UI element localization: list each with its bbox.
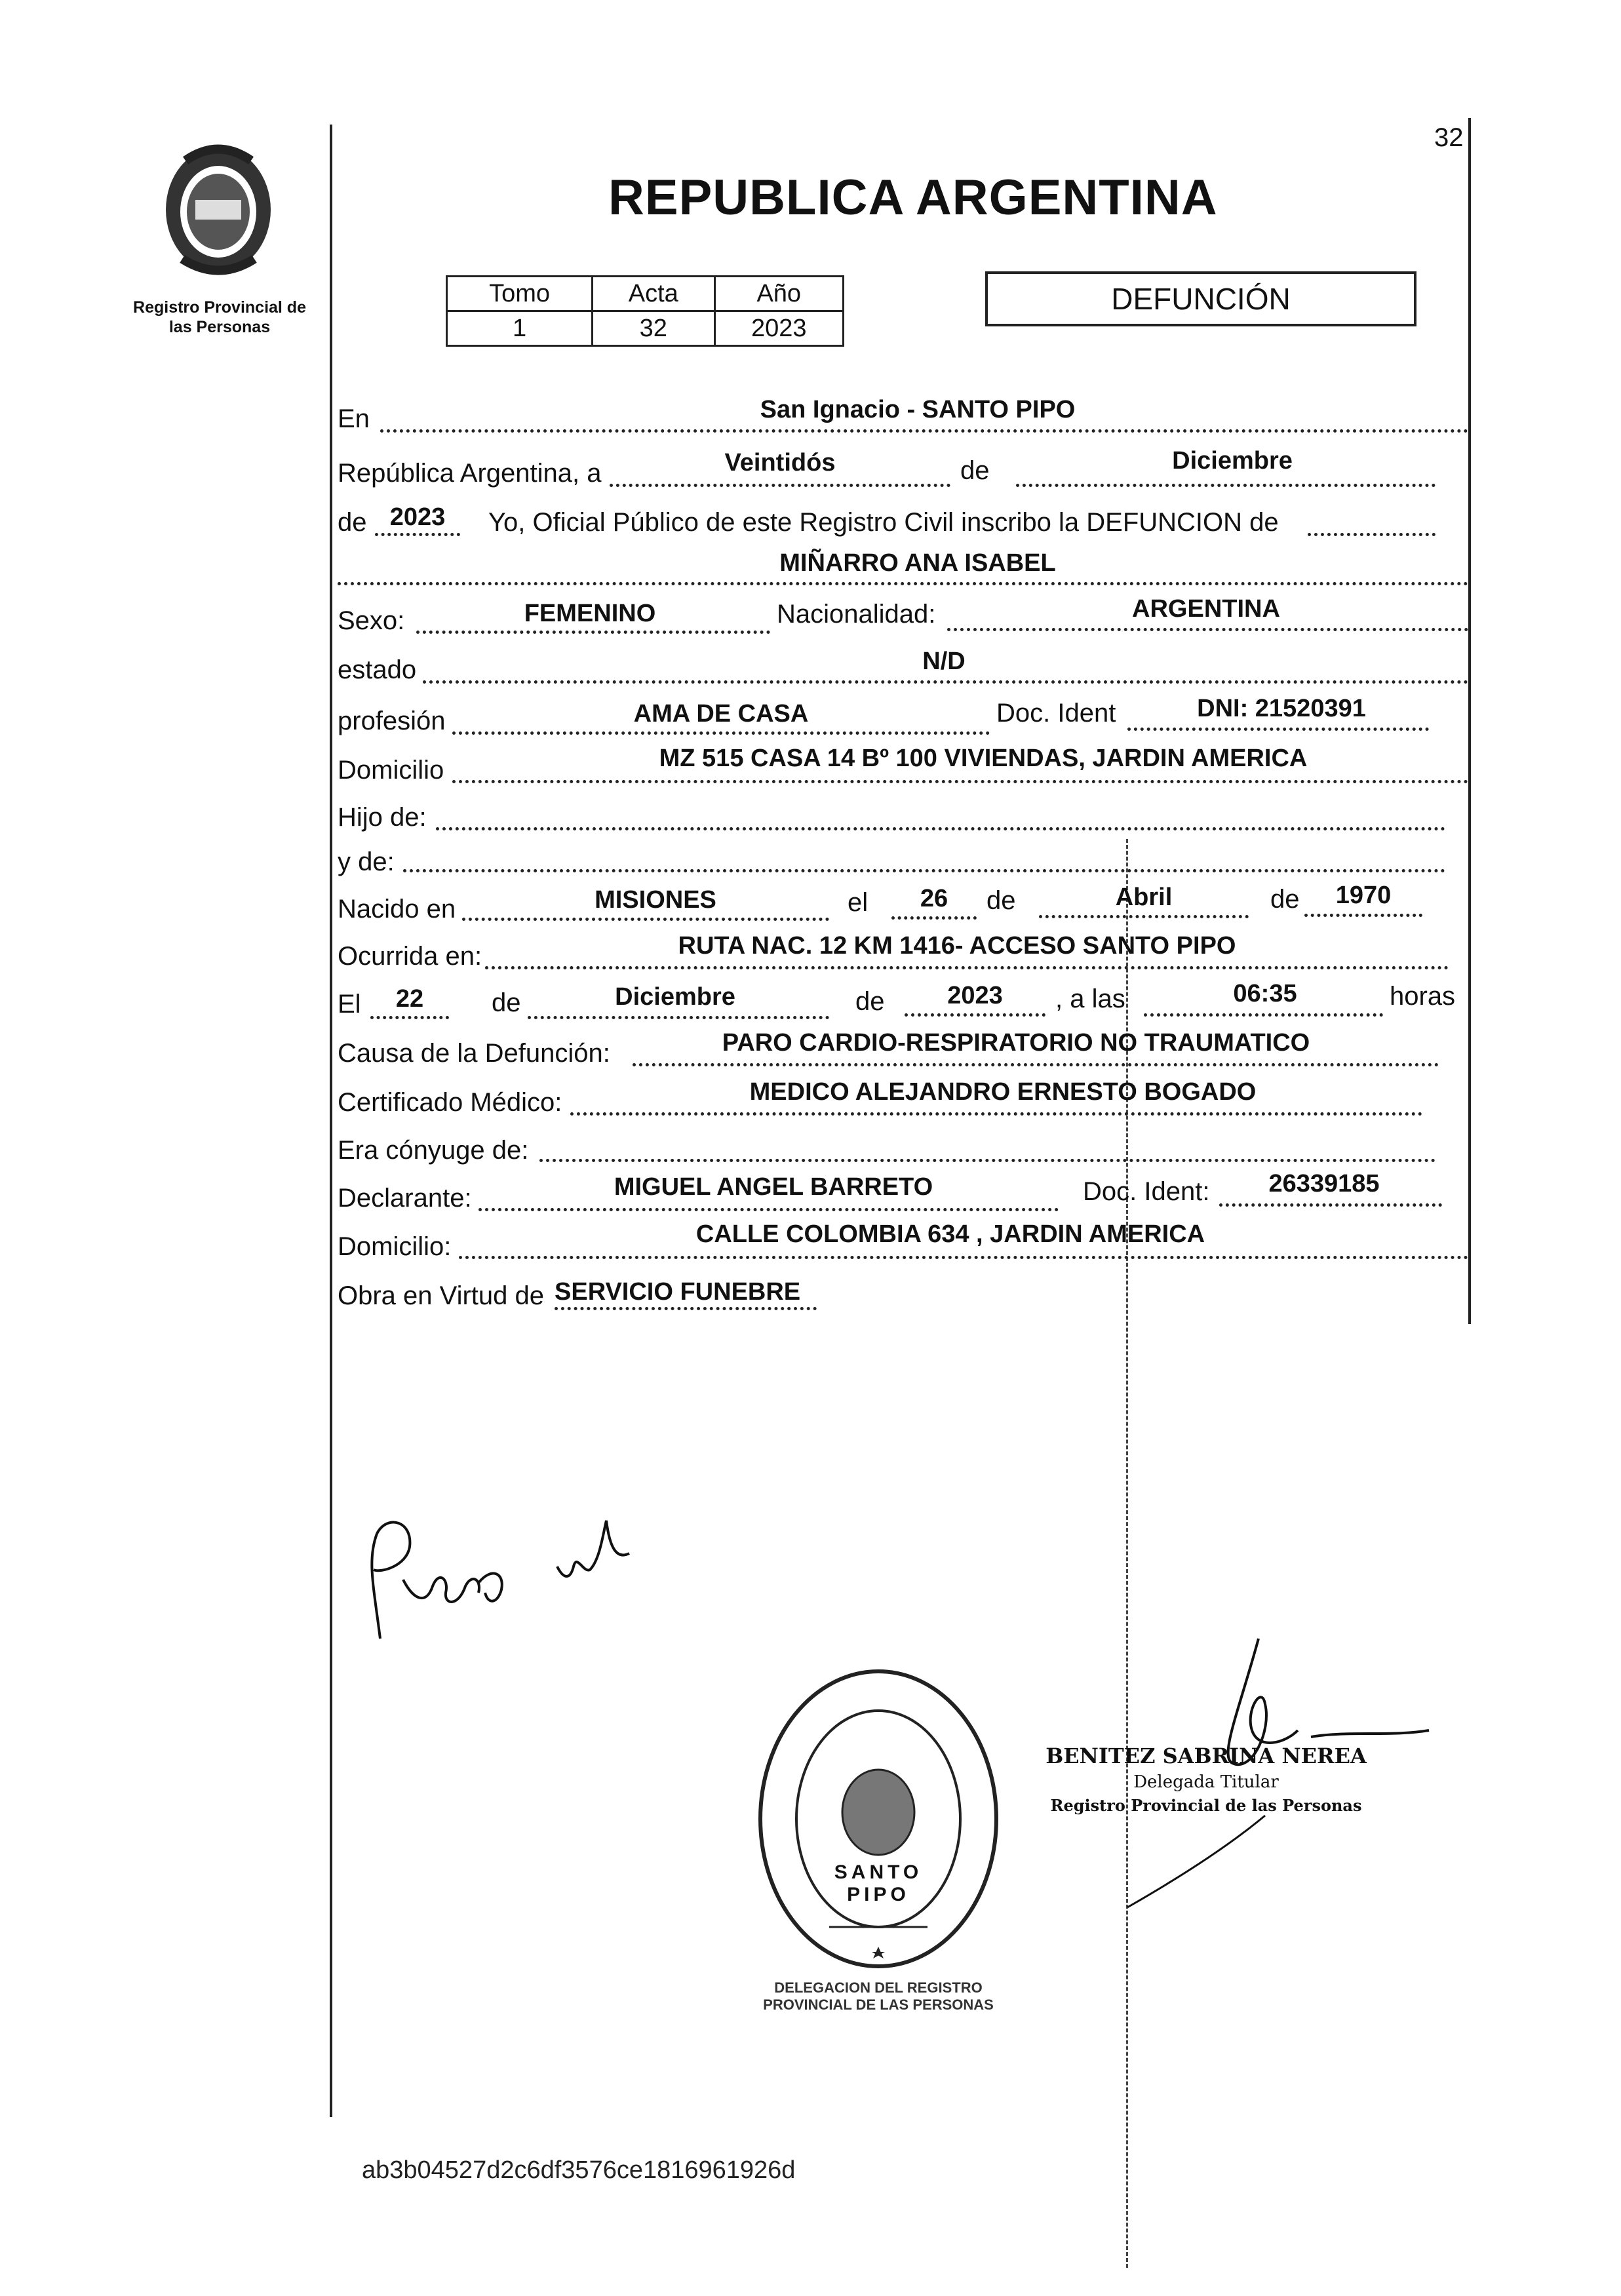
official-name: BENITEZ SABRINA NEREA: [1045, 1743, 1367, 1768]
logo-caption-line1: Registro Provincial de: [133, 298, 306, 317]
nacido-label: Nacido en: [338, 895, 456, 924]
doc-ident-label: Doc. Ident: [996, 699, 1116, 728]
ocurrida-value: RUTA NAC. 12 KM 1416- ACCESO SANTO PIPO: [678, 932, 1236, 960]
profesion-value: AMA DE CASA: [633, 700, 809, 728]
declarante-domicilio-line: [459, 1256, 1468, 1259]
sexo-label: Sexo:: [338, 606, 405, 635]
obra-line: [555, 1307, 817, 1310]
official-stamp: [1042, 1743, 1370, 1815]
death-month-line: [528, 1016, 829, 1019]
birth-month: Abril: [1115, 884, 1173, 911]
month-value: Diciembre: [1172, 447, 1293, 475]
profesion-label: profesión: [338, 707, 446, 735]
nacionalidad-line: [947, 628, 1468, 631]
deceased-name-line: [338, 582, 1468, 585]
death-el-label: El: [338, 990, 361, 1019]
hijo-label: Hijo de:: [338, 803, 427, 832]
de-label: de: [960, 456, 990, 485]
declarante-value: MIGUEL ANGEL BARRETO: [614, 1173, 933, 1201]
table-value-acta: 32: [593, 311, 714, 346]
declarante-doc-label: Doc. Ident:: [1083, 1177, 1210, 1206]
birth-day: 26: [920, 885, 948, 912]
declarante-label: Declarante:: [338, 1184, 472, 1213]
en-line: [380, 429, 1468, 433]
declarante-domicilio-value: CALLE COLOMBIA 634 , JARDIN AMERICA: [695, 1220, 1205, 1248]
right-margin-line: [1468, 118, 1471, 1324]
death-year: 2023: [947, 982, 1003, 1009]
doc-ident-value: DNI: 21520391: [1197, 695, 1366, 722]
birth-day-line: [891, 916, 977, 920]
y-de-label: y de:: [338, 847, 395, 876]
domicilio-line: [452, 780, 1468, 783]
sexo-value: FEMENINO: [524, 600, 656, 627]
nacido-line: [462, 918, 829, 921]
document-hash: ab3b04527d2c6df3576ce1816961926d: [362, 2156, 796, 2184]
year-line: [375, 533, 460, 536]
registry-stamp: [754, 1665, 1003, 1973]
horas-label: horas: [1390, 982, 1456, 1011]
death-de1-label: de: [492, 988, 521, 1017]
causa-label: Causa de la Defunción:: [338, 1039, 610, 1068]
handwritten-signature: [341, 1508, 682, 1652]
death-day-line: [370, 1016, 449, 1019]
conyuge-label: Era cónyuge de:: [338, 1136, 529, 1165]
day-line: [610, 484, 950, 487]
declarante-doc-value: 26339185: [1268, 1170, 1380, 1197]
certificado-label: Certificado Médico:: [338, 1088, 562, 1117]
death-de2-label: de: [855, 987, 885, 1016]
death-day: 22: [395, 985, 424, 1013]
nacido-value: MISIONES: [595, 886, 716, 914]
table-header-tomo: Tomo: [447, 277, 593, 311]
deceased-name: MIÑARRO ANA ISABEL: [779, 549, 1056, 577]
provincia-misiones-logo: [149, 134, 287, 285]
year-value: 2023: [389, 503, 446, 531]
ocurrida-label: Ocurrida en:: [338, 942, 482, 971]
declarante-domicilio-label: Domicilio:: [338, 1232, 452, 1261]
document-type-box: DEFUNCIÓN: [985, 271, 1416, 326]
page-number: 32: [1434, 123, 1464, 152]
official-role: Delegada Titular: [1133, 1772, 1279, 1792]
birth-de2-label: de: [1270, 885, 1300, 914]
month-line: [1016, 484, 1435, 487]
birth-month-line: [1039, 915, 1249, 918]
doc-ident-line: [1127, 728, 1429, 731]
nacionalidad-label: Nacionalidad:: [777, 600, 936, 629]
inscribo-text: Yo, Oficial Público de este Registro Civil inscribo la DEFUNCION de: [488, 508, 1279, 537]
obra-label: Obra en Virtud de: [338, 1281, 545, 1310]
profesion-line: [452, 731, 990, 735]
estado-value: N/D: [922, 648, 966, 675]
nacionalidad-value: ARGENTINA: [1132, 595, 1280, 623]
a-las-label: , a las: [1055, 984, 1125, 1013]
stamp-center-text: SANTO PIPO: [834, 1861, 923, 1905]
day-words: Veintidós: [724, 449, 836, 477]
death-month: Diciembre: [615, 983, 735, 1011]
birth-year: 1970: [1335, 882, 1392, 909]
domicilio-value: MZ 515 CASA 14 Bº 100 VIVIENDAS, JARDIN AMERICA: [659, 745, 1308, 772]
stamp-ring-text: DELEGACION DEL REGISTRO PROVINCIAL DE LAS PERSONAS: [763, 1979, 994, 2013]
causa-line: [633, 1063, 1439, 1066]
table-value-ano: 2023: [714, 311, 843, 346]
declarante-doc-line: [1219, 1203, 1442, 1207]
causa-value: PARO CARDIO-RESPIRATORIO NO TRAUMATICO: [722, 1029, 1310, 1057]
estado-label: estado: [338, 655, 417, 684]
obra-value: SERVICIO FUNEBRE: [555, 1278, 801, 1306]
logo-caption: [111, 298, 328, 337]
year-prefix-label: de: [338, 508, 367, 537]
estado-line: [423, 680, 1468, 684]
conyuge-line: [539, 1159, 1435, 1162]
official-office: Registro Provincial de las Personas: [1050, 1796, 1362, 1815]
y-de-line: [403, 869, 1445, 872]
death-time: 06:35: [1233, 980, 1297, 1007]
en-value: San Ignacio - SANTO PIPO: [760, 396, 1076, 423]
birth-el-label: el: [848, 888, 869, 917]
logo-caption-line2: las Personas: [168, 318, 271, 336]
left-margin-line: [330, 125, 332, 2117]
table-header-ano: Año: [714, 277, 843, 311]
hijo-line: [436, 827, 1445, 830]
declarante-line: [478, 1208, 1059, 1211]
ocurrida-line: [485, 966, 1449, 969]
table-value-tomo: 1: [447, 311, 593, 346]
inscribo-line: [1308, 533, 1435, 536]
republica-label: República Argentina, a: [338, 459, 602, 488]
certificado-value: MEDICO ALEJANDRO ERNESTO BOGADO: [749, 1078, 1257, 1106]
page-title: REPUBLICA ARGENTINA: [608, 170, 1218, 225]
certificado-line: [570, 1112, 1422, 1116]
en-label: En: [338, 404, 370, 433]
register-table: [446, 275, 844, 347]
birth-de1-label: de: [986, 886, 1016, 915]
domicilio-label: Domicilio: [338, 756, 444, 785]
sexo-line: [416, 631, 770, 634]
death-time-line: [1144, 1013, 1383, 1017]
death-year-line: [905, 1013, 1045, 1017]
table-header-acta: Acta: [593, 277, 714, 311]
birth-year-line: [1304, 914, 1422, 917]
